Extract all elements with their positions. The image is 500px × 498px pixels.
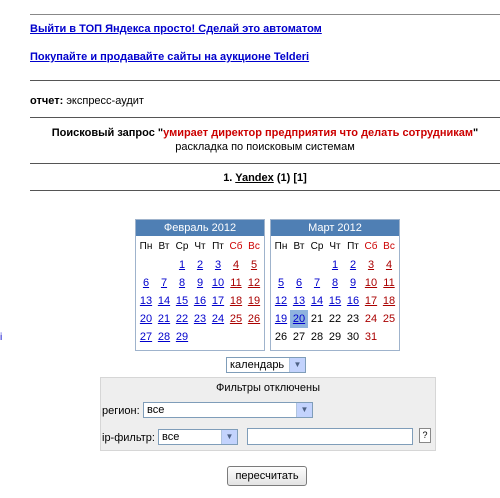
- calendar-day[interactable]: 7: [160, 277, 168, 289]
- calendar-day: 26: [274, 331, 288, 343]
- engine-line: [30, 172, 500, 184]
- recalc-button[interactable]: пересчитать: [227, 466, 307, 486]
- calendar-day: 30: [346, 331, 360, 343]
- divider-3: [30, 163, 500, 164]
- calendar-day[interactable]: 8: [178, 277, 186, 289]
- calendar-day[interactable]: 18: [382, 295, 396, 307]
- query-text: умирает директор предприятия что делать сотрудникам: [163, 127, 474, 139]
- filters-panel: [100, 377, 436, 451]
- view-select[interactable]: [226, 357, 306, 373]
- calendar-day: 24: [364, 313, 378, 325]
- calendar-day[interactable]: 6: [142, 277, 150, 289]
- view-select-value: календарь: [230, 359, 285, 371]
- engine-count: (1): [276, 172, 291, 184]
- calendar-day[interactable]: 12: [247, 277, 261, 289]
- calendar-day[interactable]: 16: [193, 295, 207, 307]
- left-marker: і: [0, 332, 3, 343]
- calendar-day[interactable]: 17: [211, 295, 225, 307]
- ip-filter-select[interactable]: [158, 429, 238, 445]
- query-subtitle: раскладка по поисковым системам: [175, 141, 355, 153]
- engine-count-bracket: [1]: [293, 172, 307, 184]
- calendar-blank: [308, 256, 326, 274]
- report-line: [30, 95, 144, 107]
- calendar-day[interactable]: 25: [229, 313, 243, 325]
- help-icon[interactable]: ?: [419, 428, 431, 443]
- filters-title: Фильтры отключены: [215, 382, 321, 394]
- calendar-day[interactable]: 16: [346, 295, 360, 307]
- query-suffix: ": [473, 127, 479, 139]
- report-label: отчет:: [30, 95, 64, 107]
- calendar-day[interactable]: 9: [349, 277, 357, 289]
- calendar-feb: [135, 219, 265, 351]
- calendar-day[interactable]: 15: [175, 295, 189, 307]
- region-select[interactable]: [143, 402, 313, 418]
- calendar-blank: [272, 256, 290, 274]
- calendar-day: 23: [346, 313, 360, 325]
- calendar-day[interactable]: 6: [295, 277, 303, 289]
- weekday-header: Пн: [139, 241, 153, 252]
- calendar-blank: [290, 256, 308, 274]
- top-link-yandex[interactable]: Выйти в ТОП Яндекса просто! Сделай это автоматом: [30, 23, 322, 35]
- calendar-day[interactable]: 2: [349, 259, 357, 271]
- calendar-day: 25: [382, 313, 396, 325]
- calendar-day[interactable]: 4: [385, 259, 393, 271]
- calendar-day[interactable]: 27: [139, 331, 153, 343]
- calendar-day[interactable]: 9: [196, 277, 204, 289]
- weekday-header: Вс: [248, 241, 260, 252]
- calendar-day: 29: [328, 331, 342, 343]
- calendar-day[interactable]: 28: [157, 331, 171, 343]
- calendar-day[interactable]: 20: [139, 313, 153, 325]
- weekday-header: Ср: [175, 241, 189, 252]
- divider-2: [30, 117, 500, 118]
- divider-4: [30, 190, 500, 191]
- calendar-day[interactable]: 5: [277, 277, 285, 289]
- query-prefix: Поисковый запрос ": [51, 127, 164, 139]
- calendar-day[interactable]: 14: [157, 295, 171, 307]
- engine-link-yandex[interactable]: Yandex: [235, 172, 274, 184]
- region-select-value: все: [147, 404, 165, 416]
- calendar-day[interactable]: 23: [193, 313, 207, 325]
- calendar-mar: [270, 219, 400, 351]
- calendar-day[interactable]: 22: [175, 313, 189, 325]
- calendar-day[interactable]: 1: [331, 259, 339, 271]
- top-link-telderi[interactable]: Покупайте и продавайте сайты на аукционе Telderi: [30, 51, 310, 63]
- chevron-down-icon: ▼: [221, 430, 237, 444]
- calendar-day[interactable]: 8: [331, 277, 339, 289]
- calendar-day[interactable]: 12: [274, 295, 288, 307]
- ip-filter-label: ip-фильтр:: [102, 432, 155, 444]
- calendar-day[interactable]: 11: [383, 277, 395, 289]
- calendar-day[interactable]: 10: [211, 277, 225, 289]
- calendar-day[interactable]: 11: [230, 277, 242, 289]
- weekday-header: Сб: [364, 241, 378, 252]
- weekday-header: Пт: [347, 241, 359, 252]
- query-line: [30, 127, 500, 139]
- weekday-header: Чт: [329, 241, 341, 252]
- calendar-day[interactable]: 13: [139, 295, 153, 307]
- calendar-day[interactable]: 2: [196, 259, 204, 271]
- calendar-day[interactable]: 17: [364, 295, 378, 307]
- calendar-blank: [155, 256, 173, 274]
- report-value: экспресс-аудит: [66, 95, 144, 107]
- region-label: регион:: [102, 405, 140, 417]
- weekday-header: Ср: [310, 241, 324, 252]
- weekday-header: Вс: [383, 241, 395, 252]
- calendar-day[interactable]: 13: [292, 295, 306, 307]
- calendar-day[interactable]: 3: [214, 259, 222, 271]
- weekday-header: Вт: [293, 241, 305, 252]
- calendar-day: 28: [310, 331, 324, 343]
- calendar-day[interactable]: 7: [313, 277, 321, 289]
- calendar-day[interactable]: 29: [175, 331, 189, 343]
- top-rule: [30, 14, 500, 15]
- chevron-down-icon: ▼: [289, 358, 305, 372]
- calendar-day[interactable]: 19: [247, 295, 261, 307]
- divider-1: [30, 80, 500, 81]
- calendar-day[interactable]: 18: [229, 295, 243, 307]
- weekday-header: Сб: [229, 241, 243, 252]
- ip-filter-select-value: все: [162, 431, 180, 443]
- calendar-day[interactable]: 5: [250, 259, 258, 271]
- engine-num: 1.: [223, 172, 233, 184]
- calendar-title: Февраль 2012: [136, 220, 264, 236]
- weekday-header: Пт: [212, 241, 224, 252]
- calendar-day: 31: [364, 331, 378, 343]
- calendar-day: 21: [310, 313, 324, 325]
- calendar-day[interactable]: 14: [310, 295, 324, 307]
- calendar-day: 27: [292, 331, 306, 343]
- calendar-day[interactable]: 24: [211, 313, 225, 325]
- calendar-title: Март 2012: [271, 220, 399, 236]
- weekday-header: Вт: [158, 241, 170, 252]
- calendar-day[interactable]: 3: [367, 259, 375, 271]
- ip-filter-input[interactable]: [247, 428, 413, 445]
- calendar-blank: [137, 256, 155, 274]
- calendar-day[interactable]: 15: [328, 295, 342, 307]
- weekday-header: Пн: [274, 241, 288, 252]
- calendar-day[interactable]: 1: [178, 259, 186, 271]
- calendar-day[interactable]: 10: [364, 277, 378, 289]
- chevron-down-icon: ▼: [296, 403, 312, 417]
- calendar-day[interactable]: 26: [247, 313, 261, 325]
- calendar-day[interactable]: 19: [274, 313, 288, 325]
- calendar-day[interactable]: 21: [157, 313, 171, 325]
- calendar-day[interactable]: 20: [290, 310, 308, 328]
- weekday-header: Чт: [194, 241, 206, 252]
- calendar-day[interactable]: 4: [232, 259, 240, 271]
- calendar-day: 22: [328, 313, 342, 325]
